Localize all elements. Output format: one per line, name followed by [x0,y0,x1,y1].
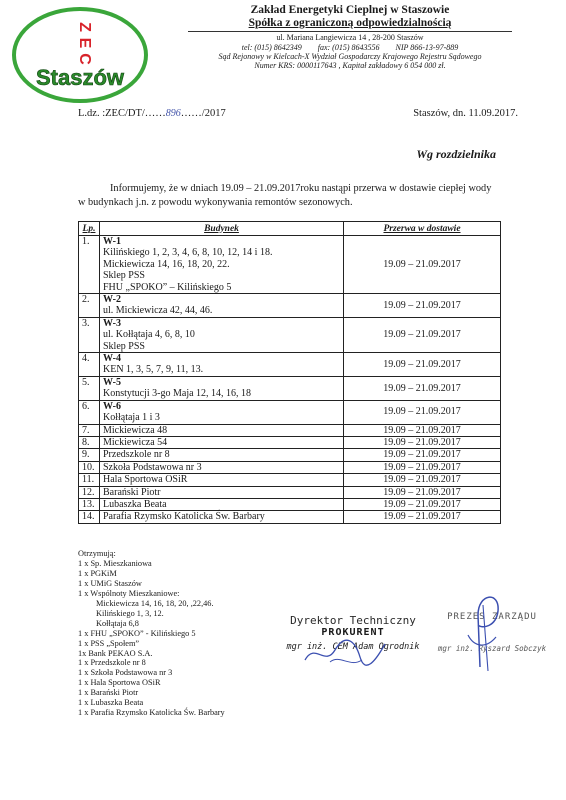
building-cell [100,376,344,400]
building-cell [100,353,344,377]
outage-period: 19.09 – 21.09.2017 [344,376,501,400]
building-name: W-1 [103,236,121,247]
recipients-list [78,549,225,718]
recipient-item: 1 x Wspólnoty Mieszkaniowe: [78,588,180,598]
building-name: Lubaszka Beata [103,498,167,510]
addressee: Wg rozdzielnika [416,147,496,161]
outage-period: 19.09 – 21.09.2017 [344,511,501,523]
intro-paragraph: Informujemy, że w dniach 19.09 – 21.09.2017roku nastąpi przerwa w dostawie ciepłej wody w budynkach j.n. z powodu wykonywania remontów sezonowych. [78,183,492,208]
row-number: 6. [79,400,100,424]
building-name: Hala Sportowa OSiR [103,474,188,486]
table-row [79,376,501,400]
building-cell [100,436,344,448]
building-name: W-3 [103,317,121,329]
building-cell [100,400,344,424]
building-cell [100,511,344,523]
company-form: Spółka z ograniczoną odpowiedzialnością [248,17,452,30]
building-address-line: Kilińskiego 1, 2, 3, 4, 6, 8, 10, 12, 14 i 18. [103,247,273,259]
logo-letter-z: Z [76,22,93,32]
table-row [79,486,501,498]
building-cell [100,486,344,498]
place-date: Staszów, dn. 11.09.2017. [413,108,518,119]
building-name: W-2 [103,294,121,306]
row-number: 5. [79,376,100,400]
outage-period: 19.09 – 21.09.2017 [344,400,501,424]
table-row [79,236,501,294]
outage-period: 19.09 – 21.09.2017 [344,294,501,318]
row-number: 11. [79,474,100,486]
sig-left-name: mgr inż. CEM Adam Ogrodnik [286,642,420,652]
company-logo [10,5,150,105]
building-address-line: Kołłątaja 1 i 3 [103,412,160,424]
outage-period: 19.09 – 21.09.2017 [344,353,501,377]
row-number: 4. [79,353,100,377]
building-name: Mickiewicza 48 [103,424,168,436]
letterhead [160,4,540,70]
handwritten-ref: 896 [165,108,181,119]
building-cell [100,424,344,436]
building-address-line: Konstytucji 3-go Maja 12, 14, 16, 18 [103,388,252,400]
recipient-item: Mickiewicza 14, 16, 18, 20, ,22,46. [96,598,214,608]
table-row [79,436,501,448]
recipient-item: Kołłątaja 6,8 [96,618,139,628]
building-address-line: Sklep PSS [103,270,145,282]
table-row [79,400,501,424]
krs-capital: Numer KRS: 0000117643 , Kapitał zakładowy 6 054 000 zł. [254,61,446,70]
recipient-item: 1 x PGKiM [78,568,117,578]
building-cell [100,449,344,461]
table-row [79,498,501,510]
sig-right-title: PREZES ZARZĄDU [447,612,537,622]
table-row [79,449,501,461]
recipient-item: 1 x Barański Piotr [78,688,139,698]
header-building: Budynek [100,222,344,236]
building-address-line: KEN 1, 3, 5, 7, 9, 11, 13. [103,364,204,376]
outage-period: 19.09 – 21.09.2017 [344,461,501,473]
row-number: 12. [79,486,100,498]
building-name: Mickiewicza 54 [103,436,168,448]
outage-period: 19.09 – 21.09.2017 [344,424,501,436]
outage-period: 19.09 – 21.09.2017 [344,449,501,461]
row-number: 1. [79,236,100,294]
header-period: Przerwa w dostawie [344,222,501,236]
building-cell [100,474,344,486]
building-cell [100,317,344,352]
building-name: Barański Piotr [103,486,161,498]
recipient-item: 1x Bank PEKAO S.A. [78,648,153,658]
recipients-title: Otrzymują: [78,549,116,558]
table-row [79,294,501,318]
building-address-line: Sklep PSS [103,340,145,352]
reference-number: L.dz. :ZEC/DT/……896……/2017 [78,108,226,119]
logo-letter-c: C [76,53,93,65]
table-header-row [79,222,501,236]
recipient-item: 1 x Sp. Mieszkaniowa [78,558,152,568]
building-address-line: FHU „SPOKO” – Kilińskiego 5 [103,281,232,293]
recipient-item: 1 x Parafia Rzymsko Katolicka Św. Barbary [78,708,225,718]
logo-letter-e: E [76,37,93,49]
handwritten-signature-right [438,585,528,675]
row-number: 8. [79,436,100,448]
recipient-item: 1 x PSS „Społem” [78,638,140,648]
company-name: Zakład Energetyki Cieplnej w Staszowie [250,4,450,16]
building-name: Szkoła Podstawowa nr 3 [103,461,202,473]
logo-text: Staszów [35,65,125,90]
company-address: ul. Mariana Langiewicza 14 , 28-200 Staszów [276,33,424,43]
table-row [79,424,501,436]
header-lp: Lp. [79,222,100,236]
recipient-item: 1 x FHU „SPOKO” - Kilińskiego 5 [78,628,196,638]
sig-right-name: mgr inż. Ryszard Sobczyk [437,644,547,653]
outage-period: 19.09 – 21.09.2017 [344,498,501,510]
outage-period: 19.09 – 21.09.2017 [344,436,501,448]
building-address-line: ul. Mickiewicza 42, 44, 46. [103,305,213,317]
outage-period: 19.09 – 21.09.2017 [344,486,501,498]
row-number: 3. [79,317,100,352]
building-name: W-5 [103,376,121,388]
recipient-item: 1 x Hala Sportowa OSiR [78,678,161,688]
recipient-item: 1 x Lubaszka Beata [78,698,144,708]
recipient-item: 1 x Szkoła Podstawowa nr 3 [78,668,173,678]
building-cell [100,498,344,510]
sig-left-title: Dyrektor Techniczny [290,614,416,627]
building-name: W-6 [103,400,121,412]
table-row [79,461,501,473]
recipient-item: 1 x UMiG Staszów [78,578,142,588]
table-row [79,474,501,486]
outage-period: 19.09 – 21.09.2017 [344,474,501,486]
building-cell [100,294,344,318]
recipient-item: 1 x Przedszkole nr 8 [78,658,146,668]
row-number: 9. [79,449,100,461]
row-number: 14. [79,511,100,523]
building-cell [100,236,344,294]
outage-period: 19.09 – 21.09.2017 [344,317,501,352]
letterhead-rule [188,31,512,32]
recipient-item: Kilińskiego 1, 3, 12. [96,608,164,618]
court-registry: Sąd Rejonowy w Kielcach-X Wydział Gospodarczy Krajowego Rejestru Sądowego [218,51,482,61]
row-number: 7. [79,424,100,436]
building-name: W-4 [103,353,121,365]
table-row [79,353,501,377]
row-number: 13. [79,498,100,510]
sig-left-role: PROKURENT [321,627,385,638]
row-number: 2. [79,294,100,318]
table-row [79,317,501,352]
outage-table [78,221,501,524]
building-address-line: ul. Kołłątaja 4, 6, 8, 10 [103,329,195,341]
row-number: 10. [79,461,100,473]
handwritten-signature-left [300,632,390,672]
building-address-line: Mickiewicza 14, 16, 18, 20, 22. [103,258,230,270]
company-contacts: tel: (015) 8642349 fax: (015) 8643556 NIP 866-13-97-889 [241,42,459,52]
building-name: Przedszkole nr 8 [103,449,170,461]
table-row [79,511,501,523]
building-name: Parafia Rzymsko Katolicka Św. Barbary [103,511,265,523]
building-cell [100,461,344,473]
outage-period: 19.09 – 21.09.2017 [344,236,501,294]
